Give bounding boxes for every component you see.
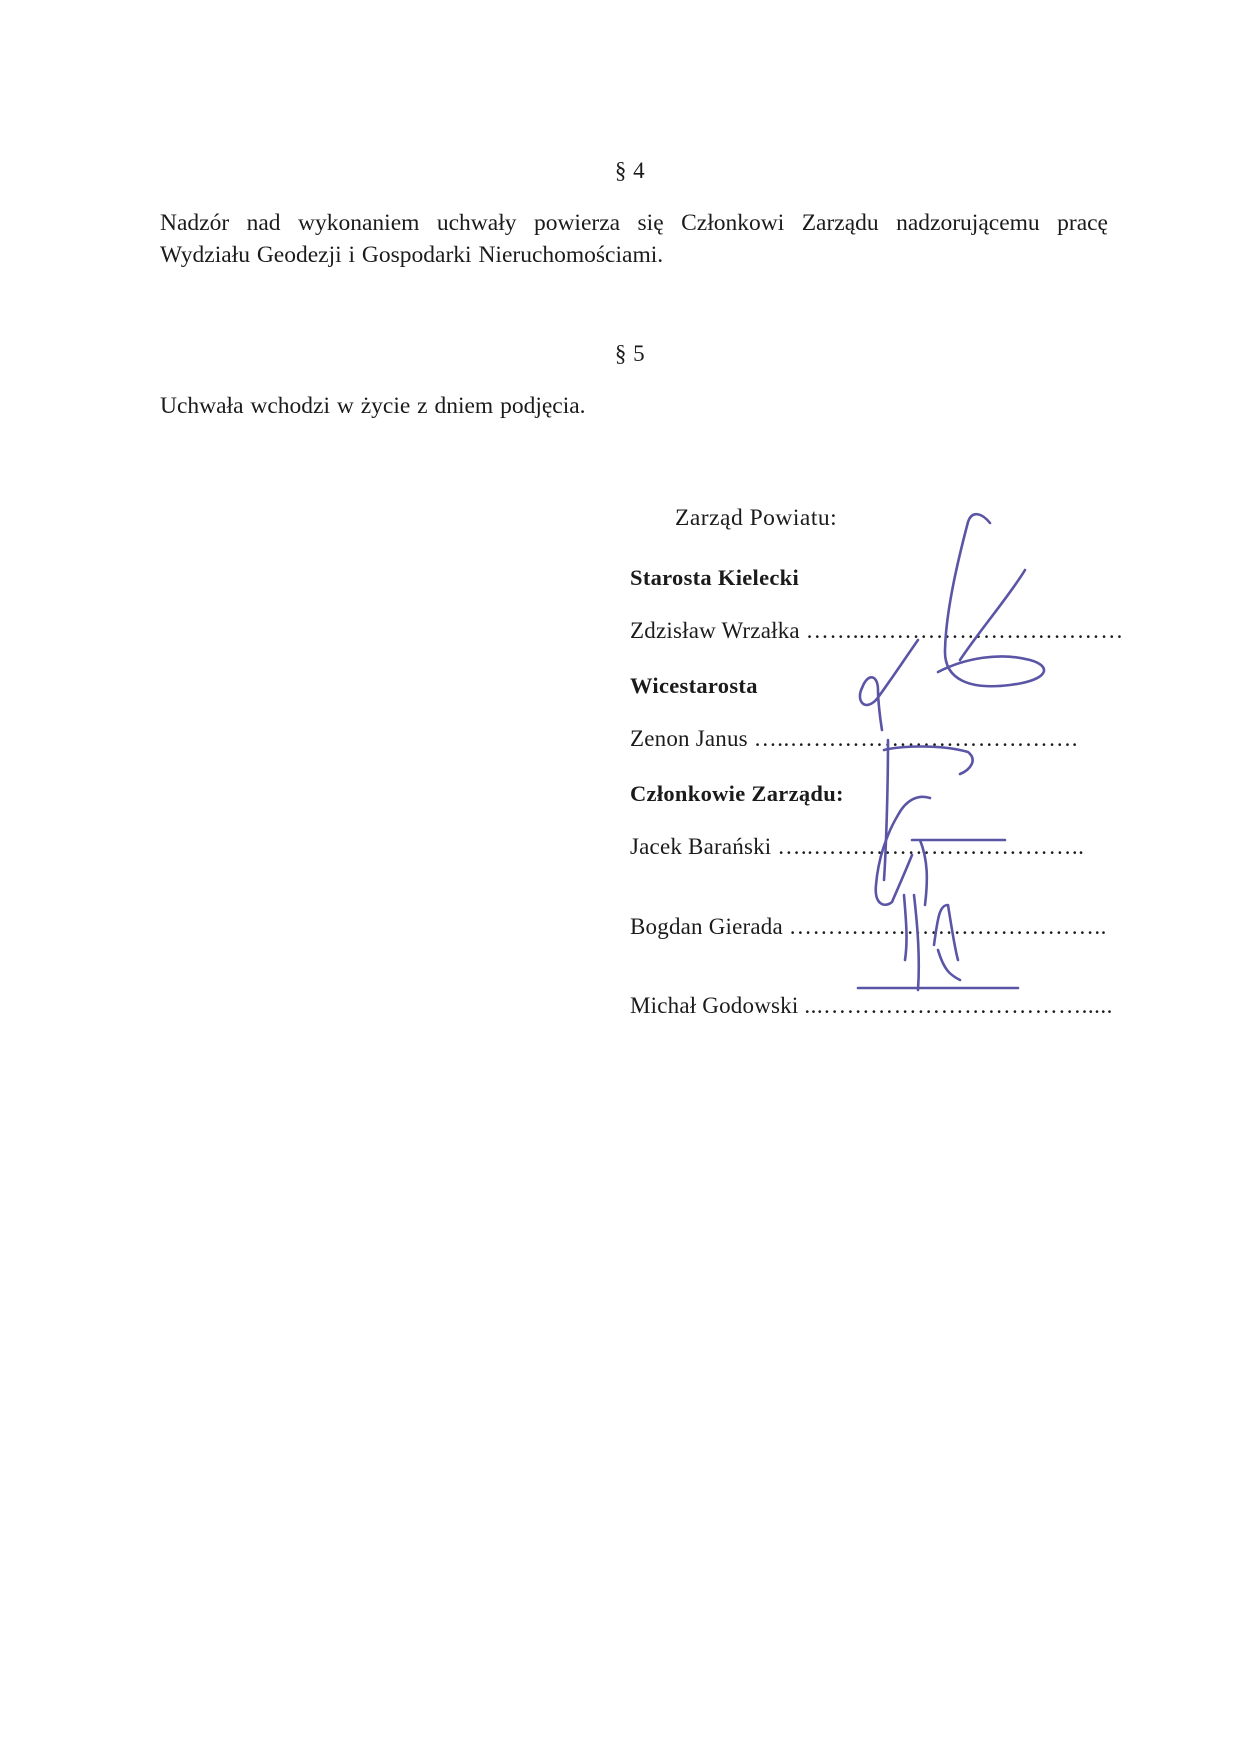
section-4-heading: § 4 xyxy=(614,158,646,183)
member-3-name: Michał Godowski xyxy=(630,993,799,1018)
starosta-dots: ……..…………………………… xyxy=(805,618,1124,643)
section-4-text xyxy=(160,207,1108,271)
member-1-dots: …..…………………………….. xyxy=(777,834,1085,859)
wicestarosta-role: Wicestarosta xyxy=(630,673,758,698)
signature-starosta xyxy=(938,514,1044,686)
section-4-line-1: Nadzór nad wykonaniem uchwały powierza się Członkowi Zarządu nadzorującemu pracę xyxy=(160,210,1108,236)
wicestarosta-dots: …..………………………………. xyxy=(753,726,1079,751)
member-1-signature-line xyxy=(630,834,1084,860)
starosta-role: Starosta Kielecki xyxy=(630,565,800,590)
section-5-text xyxy=(160,390,1108,422)
section-4-line-2: Wydziału Geodezji i Gospodarki Nieruchomościami. xyxy=(160,242,664,268)
member-2-dots: ………………………………….. xyxy=(788,914,1107,939)
member-2-signature-line xyxy=(630,914,1107,940)
section-5-line-1: Uchwała wchodzi w życie z dniem podjęcia. xyxy=(160,393,586,419)
signature-member-2 xyxy=(858,895,1018,990)
wicestarosta-name: Zenon Janus xyxy=(630,726,748,751)
member-3-dots: ...……………………………..... xyxy=(804,993,1113,1018)
wicestarosta-signature-line xyxy=(630,726,1078,752)
starosta-name: Zdzisław Wrzałka xyxy=(630,618,800,643)
starosta-signature-line xyxy=(630,618,1124,644)
board-title: Zarząd Powiatu: xyxy=(675,505,838,531)
member-1-name: Jacek Barański xyxy=(630,834,772,859)
member-2-name: Bogdan Gierada xyxy=(630,914,783,939)
member-3-signature-line xyxy=(630,993,1113,1019)
section-5-heading: § 5 xyxy=(614,341,646,366)
members-role: Członkowie Zarządu: xyxy=(630,781,844,806)
